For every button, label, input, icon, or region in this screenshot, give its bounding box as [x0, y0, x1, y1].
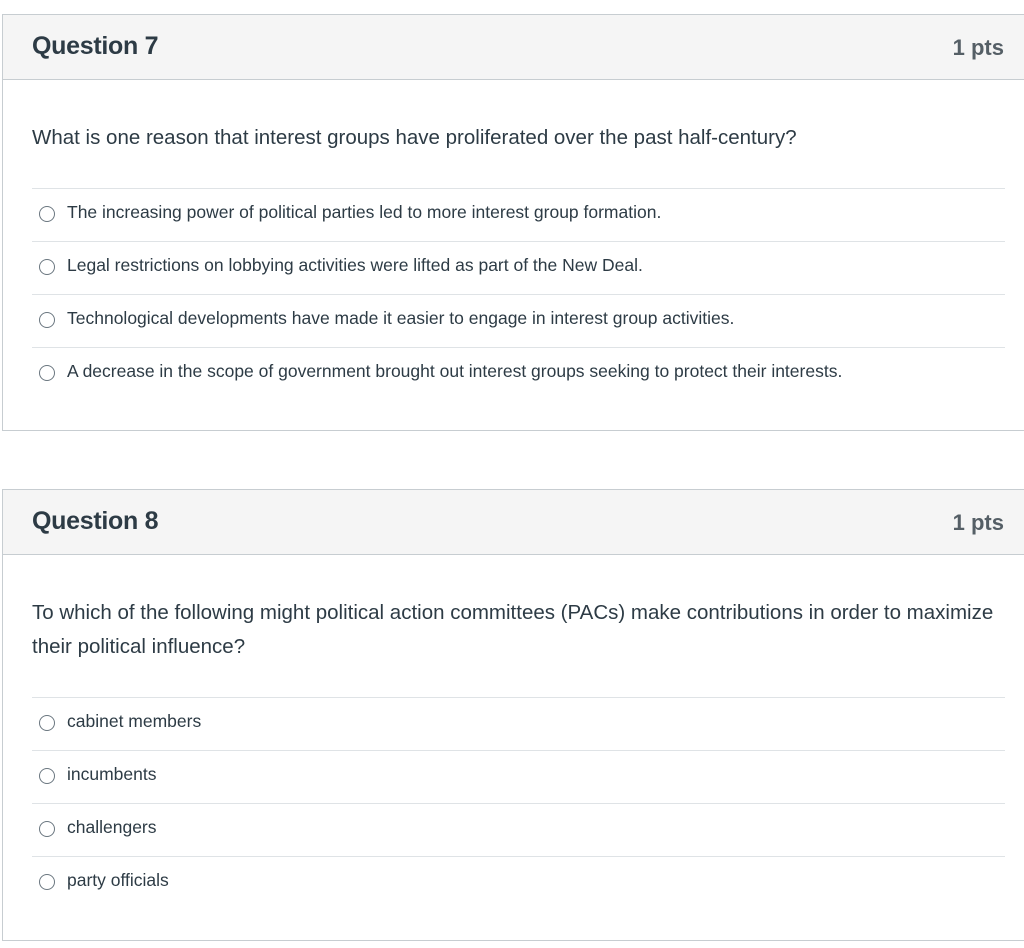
- answer-label[interactable]: A decrease in the scope of government brought out interest groups seeking to protect their interests.: [67, 361, 843, 381]
- answer-label[interactable]: The increasing power of political parties led to more interest group formation.: [67, 202, 662, 222]
- answer-label[interactable]: Legal restrictions on lobbying activities were lifted as part of the New Deal.: [67, 255, 643, 275]
- answer-list: [32, 697, 1005, 909]
- answer-label[interactable]: incumbents: [67, 764, 157, 784]
- answer-list: [32, 188, 1005, 400]
- radio-button[interactable]: [39, 874, 55, 890]
- answer-option[interactable]: [32, 803, 1005, 856]
- answer-option[interactable]: [32, 856, 1005, 909]
- question-title: Question 8: [32, 507, 159, 535]
- answer-label[interactable]: party officials: [67, 870, 169, 890]
- answer-option[interactable]: [32, 750, 1005, 803]
- question-card-7: [2, 14, 1024, 431]
- answer-option[interactable]: [32, 294, 1005, 347]
- radio-button[interactable]: [39, 206, 55, 222]
- answer-option[interactable]: [32, 697, 1005, 750]
- answer-option[interactable]: [32, 241, 1005, 294]
- radio-button[interactable]: [39, 768, 55, 784]
- question-header: [3, 15, 1024, 80]
- answer-option[interactable]: [32, 347, 1005, 400]
- question-points: 1 pts: [952, 510, 1004, 535]
- question-title: Question 7: [32, 32, 159, 60]
- question-text: What is one reason that interest groups have proliferated over the past half-century?: [32, 126, 797, 149]
- answer-label[interactable]: Technological developments have made it easier to engage in interest group activities.: [67, 308, 735, 328]
- question-header: [3, 490, 1024, 555]
- radio-button[interactable]: [39, 259, 55, 275]
- radio-button[interactable]: [39, 715, 55, 731]
- radio-button[interactable]: [39, 821, 55, 837]
- question-card-8: [2, 489, 1024, 941]
- answer-label[interactable]: cabinet members: [67, 711, 202, 731]
- question-points: 1 pts: [952, 35, 1004, 60]
- radio-button[interactable]: [39, 312, 55, 328]
- question-text: To which of the following might political action committees (PACs) make contributions in order to maximize their political influence?: [32, 601, 994, 658]
- answer-label[interactable]: challengers: [67, 817, 157, 837]
- answer-option[interactable]: [32, 188, 1005, 241]
- radio-button[interactable]: [39, 365, 55, 381]
